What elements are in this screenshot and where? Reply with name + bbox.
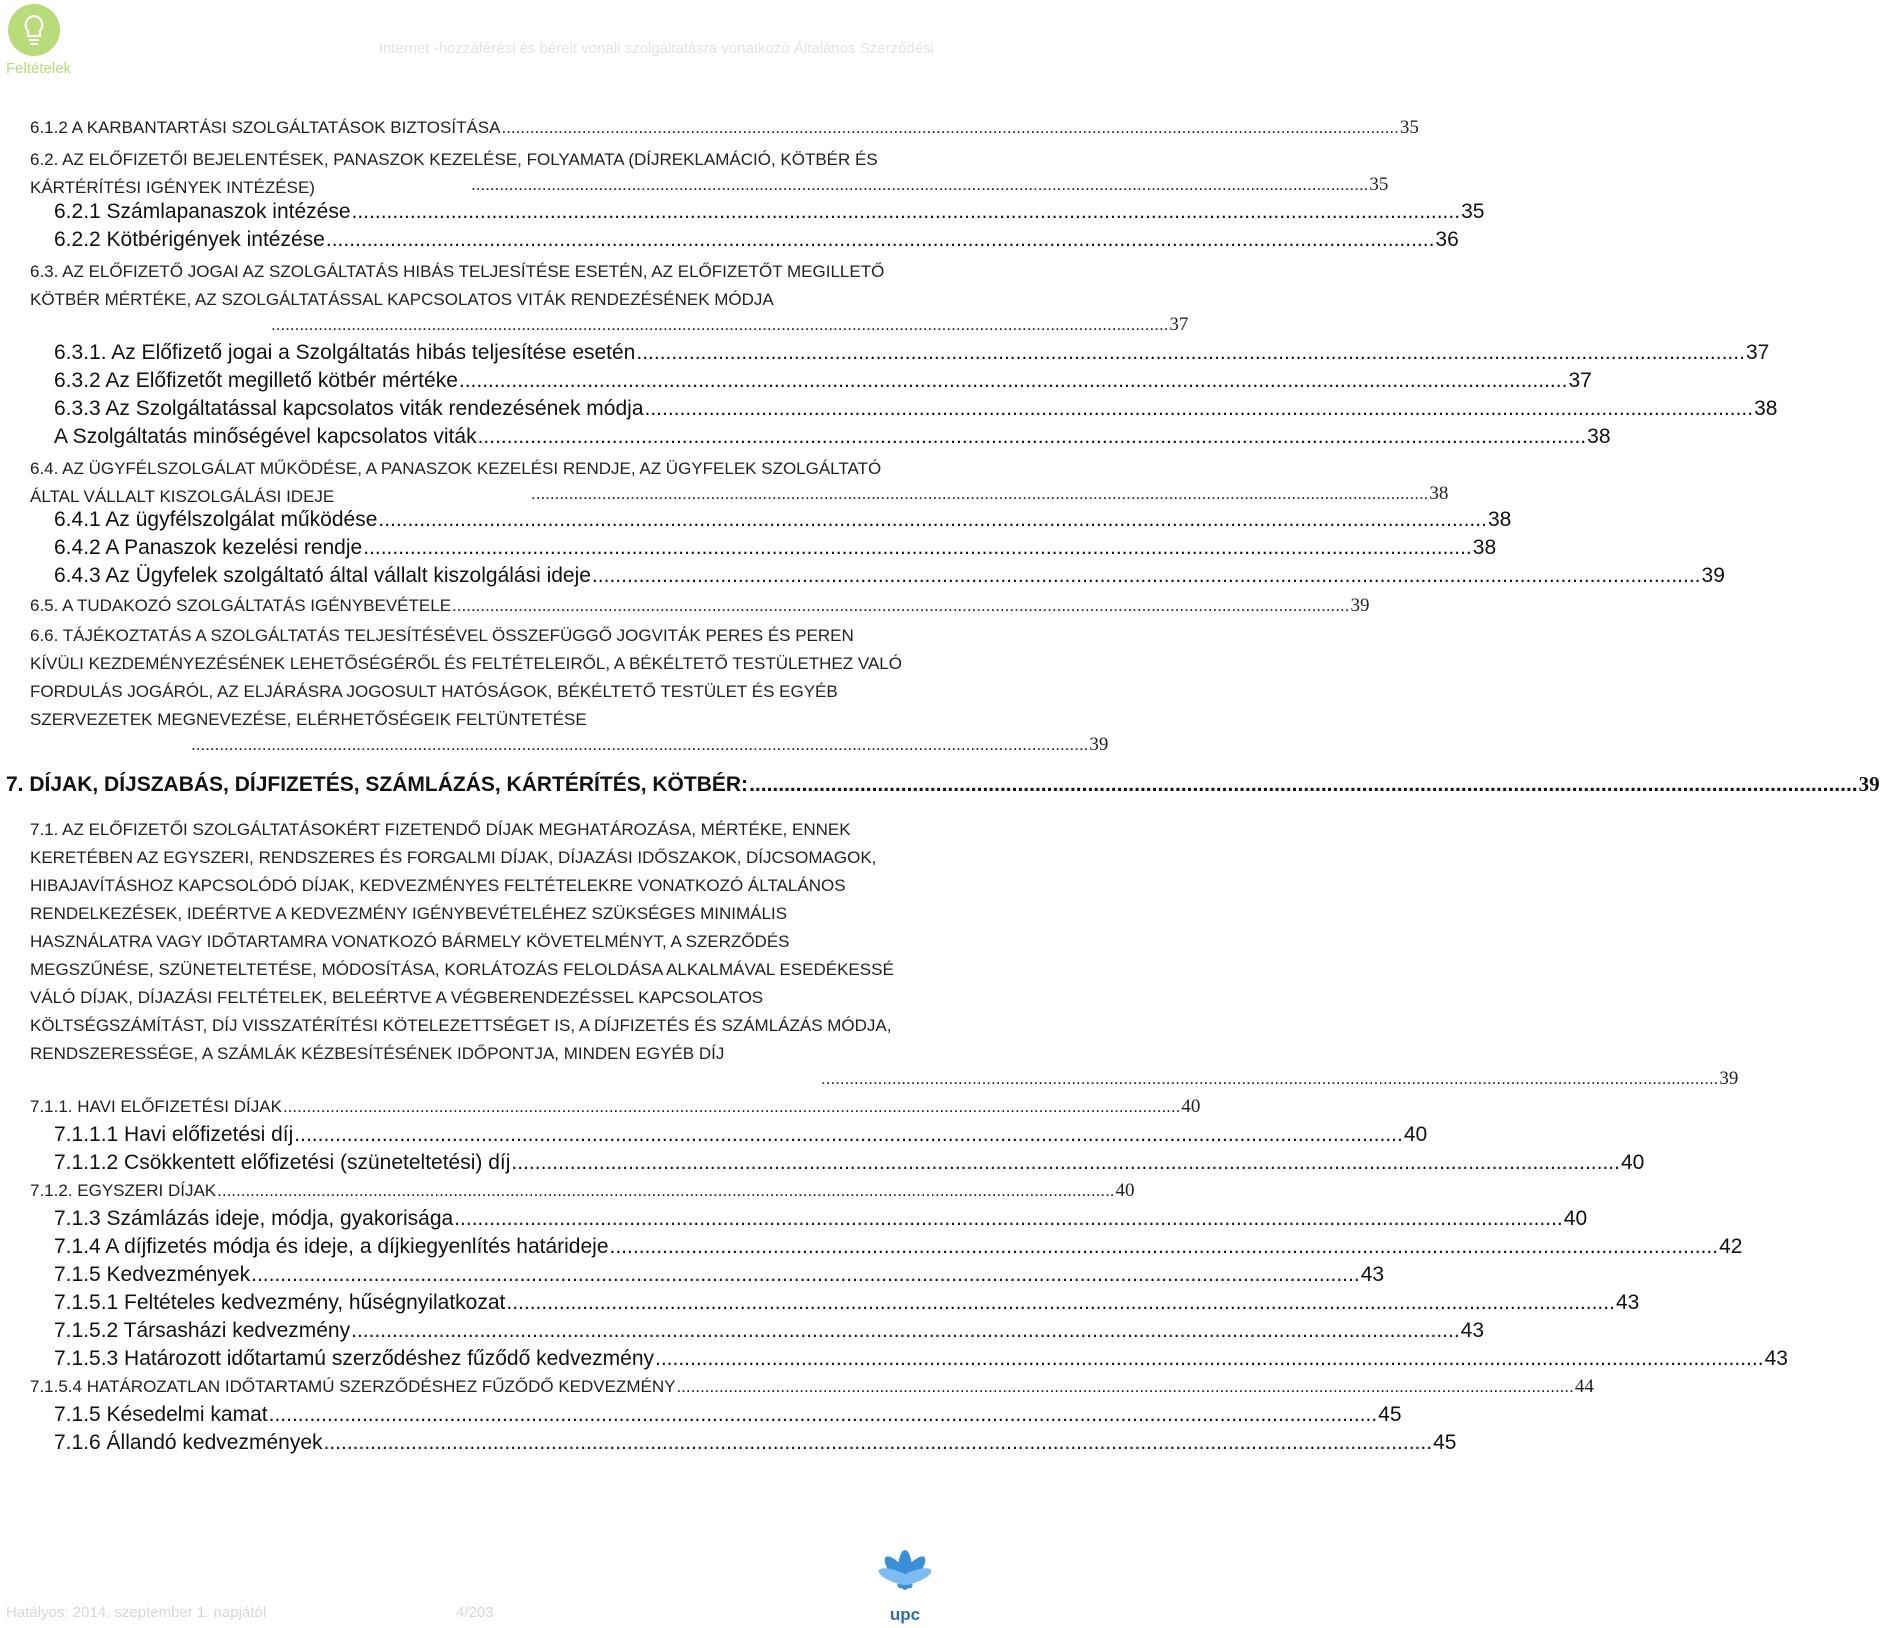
toc-entry[interactable]: 7.1.5.1 Feltételes kedvezmény, hűségnyilatkozat .............................................................................................................................................................................................. 43	[54, 1291, 1640, 1314]
toc-entry[interactable]: 7.1.5.4 HATÁROZATLAN IDŐTARTAMÚ SZERZŐDÉSHEZ FŰZŐDŐ KEDVEZMÉNY .............................................................................................................................................................................................. 44	[30, 1376, 1594, 1397]
toc-entry[interactable]: 6.6. TÁJÉKOZTATÁS A SZOLGÁLTATÁS TELJESÍTÉSÉVEL ÖSSZEFÜGGŐ JOGVITÁK PERES ÉS PEREN KÍVÜLI KEZDEMÉNYEZÉSÉNEK LEHETŐSÉGÉRŐL ÉS FELTÉTELEIRŐL, A BÉKÉLTETŐ TESTÜLETHEZ VALÓ FORDULÁS JOGÁRÓL, AZ ELJÁRÁSRA JOGOSULT HATÓSÁGOK, BÉKÉLTETŐ TESTÜLET ÉS EGYÉB SZERVEZETEK MEGNEVEZÉSE, ELÉRHETŐSÉGEIK FELTÜNTETÉSE .............................................................................................................................................................................................. 39	[30, 626, 1109, 755]
effective-date: Hatályos: 2014. szeptember 1. napjától	[6, 1604, 267, 1621]
toc-entry[interactable]: 6.2. AZ ELŐFIZETŐI BEJELENTÉSEK, PANASZOK KEZELÉSE, FOLYAMATA (DÍJREKLAMÁCIÓ, KÖTBÉR ÉS KÁRTÉRÍTÉSI IGÉNYEK INTÉZÉSE) .............................................................................................................................................................................................. 35	[30, 150, 1389, 197]
toc-entry[interactable]: 7.1.5 Késedelmi kamat .............................................................................................................................................................................................. 45	[54, 1403, 1402, 1426]
toc-entry[interactable]: 6.3.1. Az Előfizető jogai a Szolgáltatás hibás teljesítése esetén .............................................................................................................................................................................................. 37	[54, 341, 1770, 364]
document-header-title: Internet -hozzáférési és bérelt vonali szolgáltatásra vonatkozó Általános Szerződési	[378, 40, 934, 57]
toc-entry[interactable]: 7.1.1.2 Csökkentett előfizetési (szüneteltetési) díj .............................................................................................................................................................................................. 40	[54, 1151, 1645, 1174]
toc-entry[interactable]: 6.5. A TUDAKOZÓ SZOLGÁLTATÁS IGÉNYBEVÉTELE .............................................................................................................................................................................................. 39	[30, 595, 1370, 616]
lightbulb-logo-icon	[6, 4, 62, 60]
page-number: 4/203	[456, 1604, 494, 1621]
toc-entry[interactable]: 7.1.3 Számlázás ideje, módja, gyakorisága .............................................................................................................................................................................................. 40	[54, 1207, 1588, 1230]
svg-text:upc: upc	[889, 1605, 921, 1624]
toc-entry[interactable]: 7.1.5.2 Társasházi kedvezmény .............................................................................................................................................................................................. 43	[54, 1319, 1485, 1342]
toc-entry[interactable]: 6.3.3 Az Szolgáltatással kapcsolatos viták rendezésének módja .............................................................................................................................................................................................. 38	[54, 397, 1778, 420]
toc-entry[interactable]: 6.4.1 Az ügyfélszolgálat működése .............................................................................................................................................................................................. 38	[54, 508, 1512, 531]
toc-entry[interactable]: 7.1.2. EGYSZERI DÍJAK .............................................................................................................................................................................................. 40	[30, 1180, 1135, 1201]
upc-logo-icon	[872, 1540, 938, 1626]
toc-entry[interactable]: 7.1.5 Kedvezmények .............................................................................................................................................................................................. 43	[54, 1263, 1385, 1286]
toc-chapter[interactable]: 7. DÍJAK, DÍJSZABÁS, DÍJFIZETÉS, SZÁMLÁZÁS, KÁRTÉRÍTÉS, KÖTBÉR: .............................................................................................................................................................................................. 39	[6, 772, 1880, 796]
toc-entry[interactable]: 6.1.2 A KARBANTARTÁSI SZOLGÁLTATÁSOK BIZTOSÍTÁSA .............................................................................................................................................................................................. 35	[30, 117, 1419, 138]
toc-entry[interactable]: 7.1.1. HAVI ELŐFIZETÉSI DÍJAK .............................................................................................................................................................................................. 40	[30, 1096, 1201, 1117]
toc-entry[interactable]: 6.3.2 Az Előfizetőt megillető kötbér mértéke .............................................................................................................................................................................................. 37	[54, 369, 1592, 392]
toc-entry[interactable]: 7.1.6 Állandó kedvezmények .............................................................................................................................................................................................. 45	[54, 1431, 1457, 1454]
toc-entry[interactable]: A Szolgáltatás minőségével kapcsolatos viták .............................................................................................................................................................................................. 38	[54, 425, 1611, 448]
toc-entry[interactable]: 7.1.4 A díjfizetés módja és ideje, a díjkiegyenlítés határideje .............................................................................................................................................................................................. 42	[54, 1235, 1743, 1258]
toc-entry[interactable]: 6.4. AZ ÜGYFÉLSZOLGÁLAT MŰKÖDÉSE, A PANASZOK KEZELÉSI RENDJE, AZ ÜGYFELEK SZOLGÁLTATÓ ÁLTAL VÁLLALT KISZOLGÁLÁSI IDEJE .............................................................................................................................................................................................. 38	[30, 459, 1449, 506]
toc-entry[interactable]: 7.1. AZ ELŐFIZETŐI SZOLGÁLTATÁSOKÉRT FIZETENDŐ DÍJAK MEGHATÁROZÁSA, MÉRTÉKE, ENNEK KERETÉBEN AZ EGYSZERI, RENDSZERES ÉS FORGALMI DÍJAK, DÍJAZÁSI IDŐSZAKOK, DÍJCSOMAGOK, HIBAJAVÍTÁSHOZ KAPCSOLÓDÓ DÍJAK, KEDVEZMÉNYES FELTÉTELEKRE VONATKOZÓ ÁLTALÁNOS RENDELKEZÉSEK, IDEÉRTVE A KEDVEZMÉNY IGÉNYBEVÉTELÉHEZ SZÜKSÉGES MINIMÁLIS HASZNÁLATRA VAGY IDŐTARTAMRA VONATKOZÓ BÁRMELY KÖVETELMÉNYT, A SZERZŐDÉS MEGSZŰNÉSE, SZÜNETELTETÉSE, MÓDOSÍTÁSA, KORLÁTOZÁS FELOLDÁSA ALKALMÁVAL ESEDÉKESSÉ VÁLÓ DÍJAK, DÍJAZÁSI FELTÉTELEK, BELEÉRTVE A VÉGBERENDEZÉSSEL KAPCSOLATOS KÖLTSÉGSZÁMÍTÁST, DÍJ VISSZATÉRÍTÉSI KÖTELEZETTSÉGET IS, A DÍJFIZETÉS ÉS SZÁMLÁZÁS MÓDJA, RENDSZERESSÉGE, A SZÁMLÁK KÉZBESÍTÉSÉNEK IDŐPONTJA, MINDEN EGYÉB DÍJ .............................................................................................................................................................................................. 39	[30, 820, 1739, 1089]
toc-entry[interactable]: 7.1.1.1 Havi előfizetési díj .............................................................................................................................................................................................. 40	[54, 1123, 1428, 1146]
toc-entry[interactable]: 6.4.3 Az Ügyfelek szolgáltató által vállalt kiszolgálási ideje .............................................................................................................................................................................................. 39	[54, 564, 1725, 587]
toc-entry[interactable]: 6.2.2 Kötbérigények intézése .............................................................................................................................................................................................. 36	[54, 228, 1459, 251]
toc-entry[interactable]: 6.3. AZ ELŐFIZETŐ JOGAI AZ SZOLGÁLTATÁS HIBÁS TELJESÍTÉSE ESETÉN, AZ ELŐFIZETŐT MEGILLETŐ KÖTBÉR MÉRTÉKE, AZ SZOLGÁLTATÁSSAL KAPCSOLATOS VITÁK RENDEZÉSÉNEK MÓDJA .............................................................................................................................................................................................. 37	[30, 262, 1189, 335]
toc-entry[interactable]: 6.2.1 Számlapanaszok intézése .............................................................................................................................................................................................. 35	[54, 200, 1485, 223]
toc-entry[interactable]: 6.4.2 A Panaszok kezelési rendje .............................................................................................................................................................................................. 38	[54, 536, 1497, 559]
logo-caption: Feltételek	[6, 60, 72, 77]
toc-entry[interactable]: 7.1.5.3 Határozott időtartamú szerződéshez fűződő kedvezmény .............................................................................................................................................................................................. 43	[54, 1347, 1788, 1370]
